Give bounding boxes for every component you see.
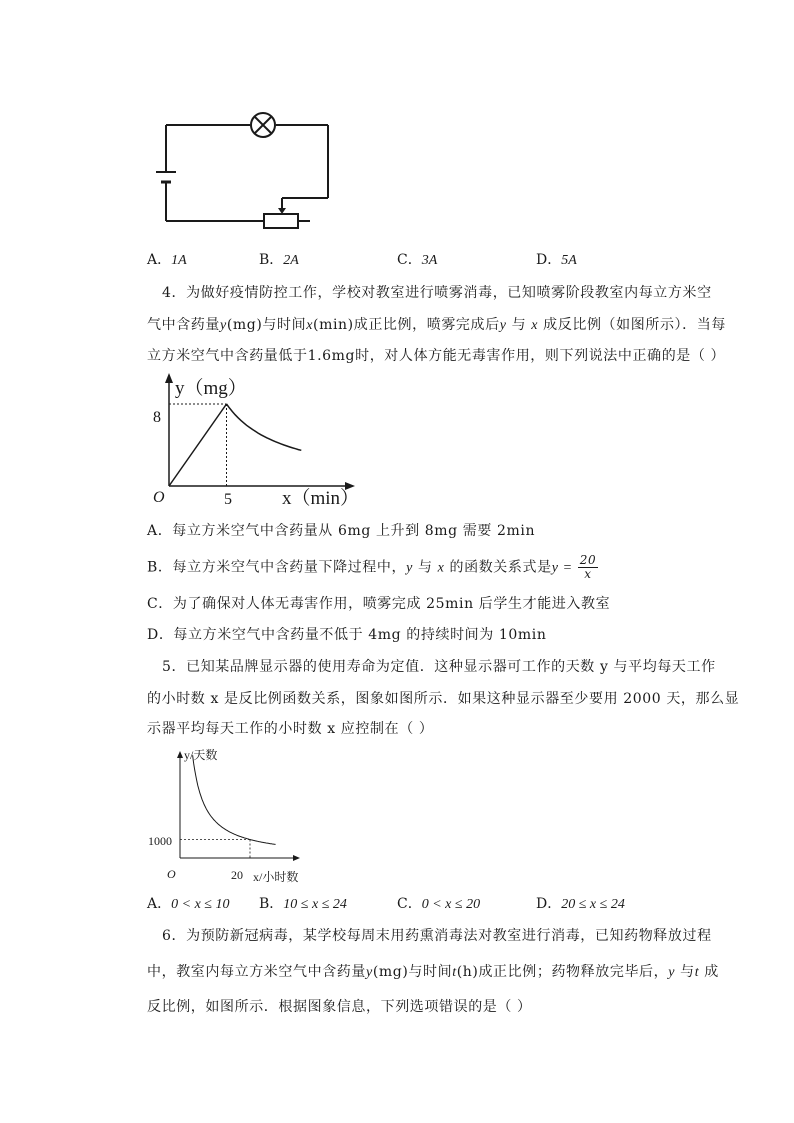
q4-y-tick-label: 8 [153,409,161,426]
q4-y-label: y（mg） [175,378,247,399]
q5-graph [145,748,315,888]
q5-stem-line2: 的小时数 x 是反比例函数关系，图象如图所示．如果这种显示器至少要用 2000 天，那么显 [147,691,740,707]
circuit-diagram [150,108,350,236]
q5-origin-label: O [167,867,176,881]
q4-y-arrow-icon [165,373,173,383]
q5-x-label: x/小时数 [253,870,299,884]
q5-option-c[interactable]: C．0 < x ≤ 20 [397,896,481,912]
q3-option-c[interactable]: C．3A [397,252,438,268]
q4-decay-curve [227,404,302,450]
q5-option-b[interactable]: B．10 ≤ x ≤ 24 [259,896,347,912]
q4-optb-fraction: $\frac{20}{x}$ [579,553,597,581]
rheostat-icon [264,214,298,228]
q5-x-tick-label: 20 [231,868,243,882]
q4-x-label: x（min） [282,488,360,509]
q4-graph [145,370,360,512]
q5-y-label: y/天数 [184,748,218,762]
q5-stem-line3: 示器平均每天工作的小时数 x 应控制在（ ） [147,721,434,737]
q6-stem-line2: 中，教室内每立方米空气中含药量y(mg)与时间t(h)成正比例；药物释放完毕后，y 与t 成 [147,964,719,980]
q5-stem-line1: 5．已知某品牌显示器的使用寿命为定值．这种显示器可工作的天数 y 与平均每天工作 [162,659,716,675]
q3-option-b[interactable]: B．2A [259,252,299,268]
q4-rise-line [169,404,227,486]
q4-option-c[interactable]: C．为了确保对人体无毒害作用，喷雾完成 25min 后学生才能进入教室 [147,596,611,612]
q4-stem-line1: 4．为做好疫情防控工作，学校对教室进行喷雾消毒，已知喷雾阶段教室内每立方米空 [162,285,712,301]
q6-stem-line1: 6．为预防新冠病毒，某学校每周末用药熏消毒法对教室进行消毒，已知药物释放过程 [162,928,712,944]
q4-option-d[interactable]: D．每立方米空气中含药量不低于 4mg 的持续时间为 10min [147,627,547,643]
q5-curve [193,755,276,844]
q4-x-tick-label: 5 [224,491,232,508]
q3-option-a[interactable]: A．1A [147,252,187,268]
q5-x-arrow-icon [293,855,300,861]
q4-stem-line3: 立方米空气中含药量低于1.6mg时，对人体方能无毒害作用，则下列说法中正确的是（ ） [147,348,726,364]
q4-option-a[interactable]: A．每立方米空气中含药量从 6mg 上升到 8mg 需要 2min [147,523,536,539]
q4-stem-line2: 气中含药量y(mg)与时间x(min)成正比例，喷雾完成后y 与 x 成反比例（如图所示）．当每 [147,317,726,333]
q5-y-arrow-icon [177,751,183,758]
q5-option-a[interactable]: A．0 < x ≤ 10 [147,896,230,912]
q4-origin-label: O [153,489,165,506]
q5-y-tick-label: 1000 [148,834,172,848]
q6-stem-line3: 反比例，如图所示．根据图象信息，下列选项错误的是（ ） [147,999,532,1015]
q3-option-d[interactable]: D．5A [536,252,577,268]
q5-option-d[interactable]: D．20 ≤ x ≤ 24 [536,896,625,912]
q4-option-b[interactable]: B．每立方米空气中含药量下降过程中，y 与 x 的函数关系式是y = $\frac{20}{x}$ [147,553,597,581]
